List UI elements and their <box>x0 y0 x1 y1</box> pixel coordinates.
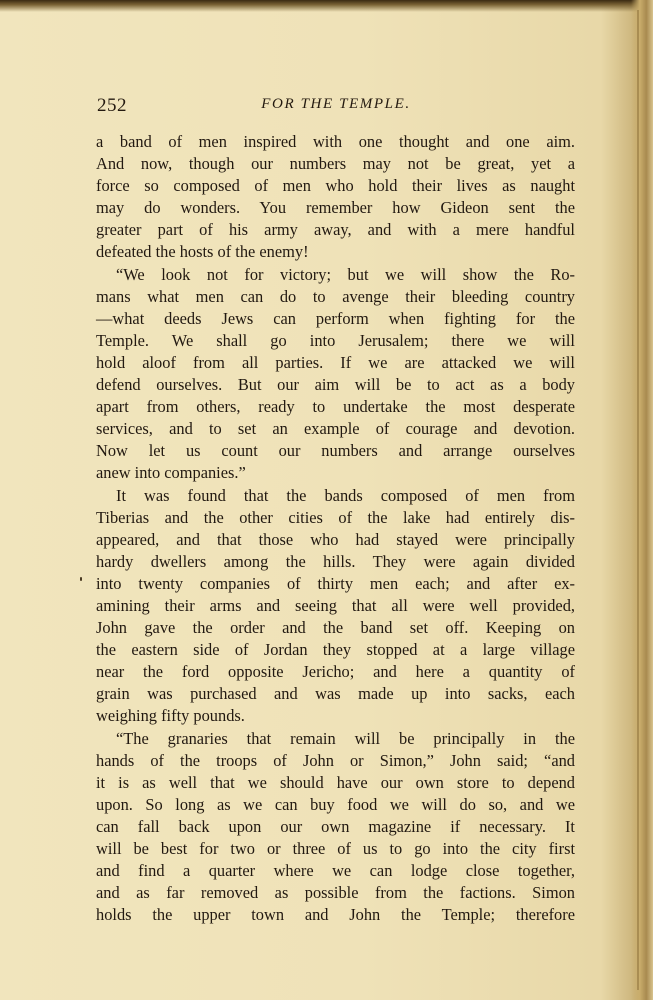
page-edge-line <box>637 10 639 990</box>
text-line: amining their arms and seeing that all were well provided, <box>96 595 575 615</box>
text-line: It was found that the bands composed of men from <box>116 485 575 505</box>
running-title: FOR THE TEMPLE. <box>261 96 411 112</box>
text-line: hardy dwellers among the hills. They were again divided <box>96 551 575 571</box>
text-line: apart from others, ready to undertake the most desperate <box>96 397 575 417</box>
text-line: appeared, and that those who had stayed were principally <box>96 529 575 549</box>
text-line: —what deeds Jews can perform when fighting for the <box>96 308 575 328</box>
margin-speck <box>80 577 82 581</box>
text-line: upon. So long as we can buy food we will do so, and we <box>96 794 575 814</box>
page-number: 252 <box>97 95 127 116</box>
text-line: it is as well that we should have our own store to depend <box>96 772 575 792</box>
text-line: anew into companies.” <box>96 463 246 483</box>
text-line: Now let us count our numbers and arrange ourselves <box>96 441 575 461</box>
text-line: and find a quarter where we can lodge close together, <box>96 861 575 881</box>
text-line: “We look not for victory; but we will show the Ro- <box>116 264 575 284</box>
text-line: defeated the hosts of the enemy! <box>96 242 309 262</box>
text-line: mans what men can do to avenge their bleeding country <box>96 286 575 306</box>
text-line: near the ford opposite Jericho; and here a quantity of <box>96 662 575 682</box>
text-line: hold aloof from all parties. If we are attacked we will <box>96 352 575 372</box>
text-line: may do wonders. You remember how Gideon sent the <box>96 198 575 218</box>
text-line: can fall back upon our own magazine if necessary. It <box>96 816 575 836</box>
text-line: John gave the order and the band set off. Keeping on <box>96 618 575 638</box>
text-line: Tiberias and the other cities of the lake had entirely dis- <box>96 507 575 527</box>
text-line: services, and to set an example of courage and devotion. <box>96 419 575 439</box>
text-line: holds the upper town and John the Temple; therefore <box>96 905 575 925</box>
text-line: hands of the troops of John or Simon,” John said; “and <box>96 750 575 770</box>
text-line: weighing fifty pounds. <box>96 706 245 726</box>
text-line: will be best for two or three of us to go into the city first <box>96 839 575 858</box>
text-line: defend ourselves. But our aim will be to act as a body <box>96 375 575 395</box>
text-line: greater part of his army away, and with a mere handful <box>96 220 575 240</box>
text-line: Temple. We shall go into Jerusalem; there we will <box>96 330 575 350</box>
text-line: “The granaries that remain will be principally in the <box>116 728 575 748</box>
page-gutter-edge <box>631 0 653 1000</box>
text-line: force so composed of men who hold their lives as naught <box>96 176 575 196</box>
text-line: grain was purchased and was made up into sacks, each <box>96 684 575 704</box>
text-line: the eastern side of Jordan they stopped at a large village <box>96 640 575 660</box>
body-text <box>96 131 575 926</box>
text-line: a band of men inspired with one thought and one aim. <box>96 132 575 151</box>
text-line: and as far removed as possible from the factions. Simon <box>96 883 575 903</box>
page-top-shadow <box>0 0 653 12</box>
page-header <box>97 95 575 119</box>
text-line: And now, though our numbers may not be great, yet a <box>96 154 575 174</box>
text-line: into twenty companies of thirty men each; and after ex- <box>96 573 575 593</box>
